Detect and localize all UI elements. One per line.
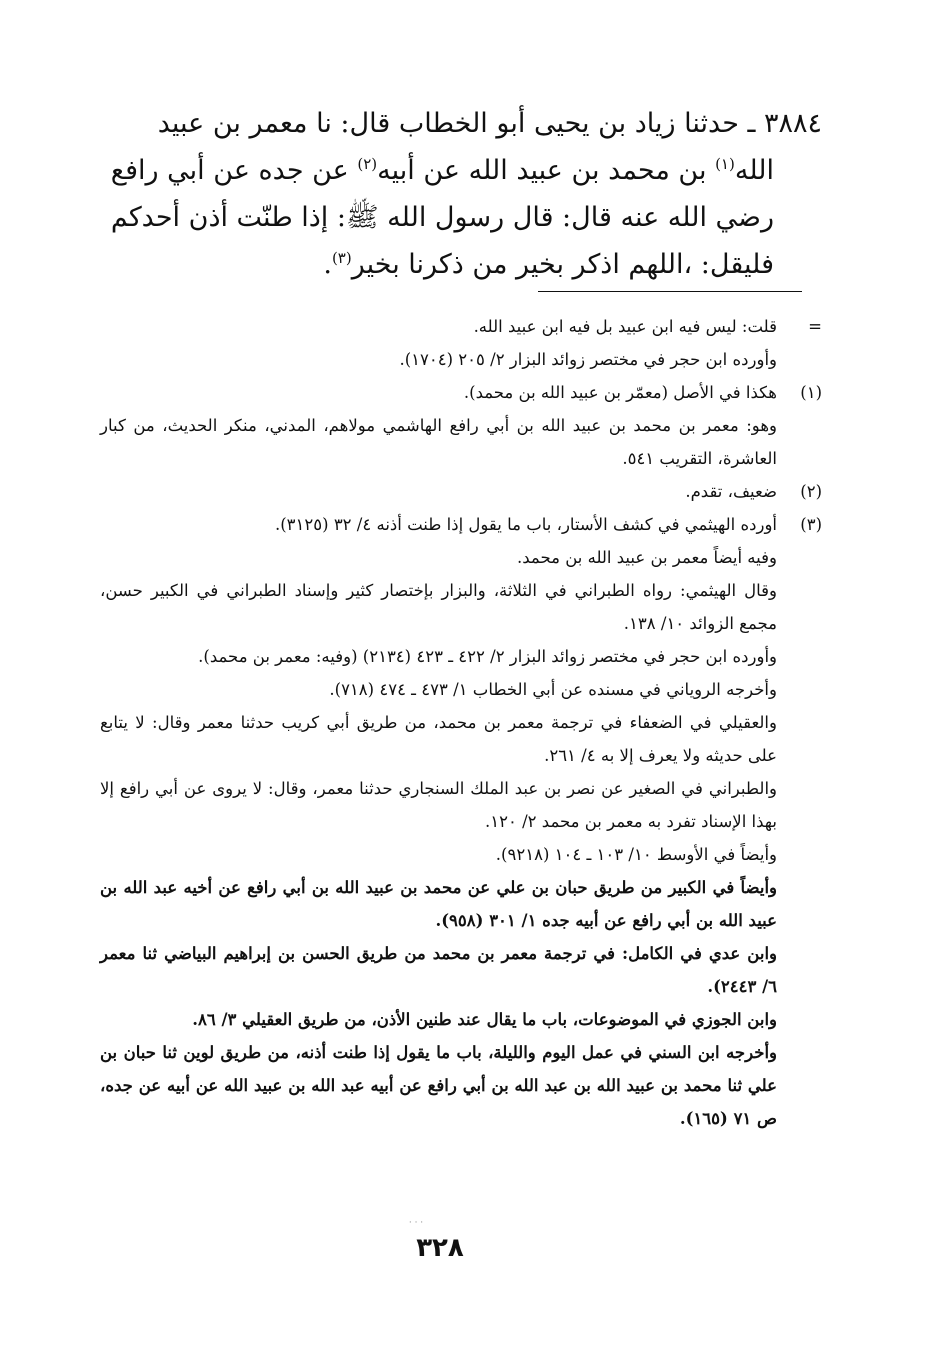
footnote-paragraph xyxy=(100,673,822,706)
footnote-text: وفيه أيضاً معمر بن عبيد الله بن محمد. xyxy=(517,548,777,567)
footnote-ref-3: (٣) xyxy=(331,249,352,267)
footnote-text: والطبراني في الصغير عن نصر بن عبد الملك السنجاري حدثنا معمر، وقال: لا يروى عن أبي رافع إلا بهذا الإسناد تفرد به معمر بن محمد ٢/ ١٢٠. xyxy=(100,779,777,831)
footnote-separator xyxy=(538,291,802,292)
footnote-text: وابن عدي في الكامل: في ترجمة معمر بن محمد من طريق الحسن بن إبراهيم البياضي ثنا معمر ٦/ ٢٤٤٣). xyxy=(100,944,777,996)
footnote-text: وأيضاً في الكبير من طريق حبان بن علي عن محمد بن عبيد الله بن أبي رافع عن أخيه عبد الله بن عبيد الله بن أبي رافع عن أبيه جده ١/ ٣٠١ (٩٥٨). xyxy=(100,878,777,930)
footnote-marker: = xyxy=(808,317,822,336)
footnote-text: وأورده ابن حجر في مختصر زوائد البزار ٢/ ٤٢٢ ـ ٤٢٣ (٢١٣٤) (وفيه: معمر بن محمد). xyxy=(198,647,777,666)
footnotes xyxy=(100,310,822,1135)
footnote-text: وهو: معمر بن محمد بن عبيد الله بن أبي رافع الهاشمي مولاهم، المدني، منكر الحديث، من كبار العاشرة، التقريب ٥٤١. xyxy=(100,416,777,468)
footnote-paragraph xyxy=(100,838,822,871)
footnote-text: وأخرجه ابن السني في عمل اليوم والليلة، باب ما يقول إذا طنت أذنه، من طريق لوين ثنا حبان بن علي ثنا محمد بن عبيد الله بن عبد الله بن أبي رافع عن أبيه عبد الله بن عبيد الله عن أبيه عن جده، ص ٧١ (١٦٥). xyxy=(100,1043,777,1128)
page-number: ٣٢٨ xyxy=(416,1233,464,1263)
footnote-paragraph xyxy=(100,508,822,541)
footnote-text: وأخرجه الروياني في مسنده عن أبي الخطاب ١/ ٤٧٣ ـ ٤٧٤ (٧١٨). xyxy=(329,680,777,699)
footnote-paragraph xyxy=(100,871,822,937)
hadith-text xyxy=(100,100,822,288)
footnote-text: ضعيف، تقدم. xyxy=(685,482,777,501)
footnote-ref-1: (١) xyxy=(715,155,735,173)
footnote-paragraph xyxy=(100,343,822,376)
page-ornament: · · · xyxy=(408,1218,424,1228)
footnote-text: وقال الهيثمي: رواه الطبراني في الثلاثة، والبزار بإختصار كثير وإسناد الطبراني في الكبير حسن، مجمع الزوائد ١٠/ ١٣٨. xyxy=(100,581,777,633)
footnote-paragraph xyxy=(100,706,822,772)
footnote-paragraph xyxy=(100,937,822,1003)
footnote-paragraph xyxy=(100,409,822,475)
footnote-text: وأيضاً في الأوسط ١٠/ ١٠٣ ـ ١٠٤ (٩٢١٨). xyxy=(495,845,777,864)
footnote-paragraph xyxy=(100,574,822,640)
footnote-paragraph xyxy=(100,541,822,574)
footnote-paragraph xyxy=(100,310,822,343)
hadith-line-4: فليقل: ،اللهم اذكر بخير من ذكرنا بخير$^{(٣)}$. xyxy=(323,249,774,280)
footnote-text: وابن الجوزي في الموضوعات، باب ما يقال عند طنين الأذن، من طريق العقيلي ٣/ ٨٦. xyxy=(192,1010,777,1029)
footnote-text: هكذا في الأصل (معمّر بن عبيد الله بن محمد). xyxy=(463,383,777,402)
footnote-marker: (٢) xyxy=(800,482,822,501)
footnote-paragraph xyxy=(100,1003,822,1036)
footnote-marker: (١) xyxy=(800,383,822,402)
footnote-paragraph xyxy=(100,772,822,838)
footnote-ref-2: (٢) xyxy=(357,155,378,173)
hadith-line-1: ٣٨٨٤ ـ حدثنا زياد بن يحيى أبو الخطاب قال: نا معمر بن عبيد xyxy=(157,108,822,139)
footnote-text: وأورده ابن حجر في مختصر زوائد البزار ٢/ ٢٠٥ (١٧٠٤). xyxy=(399,350,777,369)
footnote-paragraph xyxy=(100,1036,822,1135)
footnote-marker: (٣) xyxy=(800,515,822,534)
footnote-text: أورده الهيثمي في كشف الأستار، باب ما يقول إذا طنت أذنه ٤/ ٣٢ (٣١٢٥). xyxy=(274,515,777,534)
footnote-paragraph xyxy=(100,640,822,673)
hadith-line-2: الله$^{(١)}$ بن محمد بن عبيد الله عن أبيه$^{(٢)}$ عن جده عن أبي رافع xyxy=(110,155,774,186)
footnote-paragraph xyxy=(100,475,822,508)
hadith-line-3: رضي الله عنه قال: قال رسول الله ﷺ: إذا طنّت أذن أحدكم xyxy=(110,202,774,233)
footnote-text: والعقيلي في الضعفاء في ترجمة معمر بن محمد، من طريق أبي كريب حدثنا معمر وقال: لا يتابع على حديثه ولا يعرف إلا به ٤/ ٢٦١. xyxy=(100,713,777,765)
footnote-text: قلت: ليس فيه ابن عبيد بل فيه ابن عبيد الله. xyxy=(473,317,777,336)
footnote-paragraph xyxy=(100,376,822,409)
